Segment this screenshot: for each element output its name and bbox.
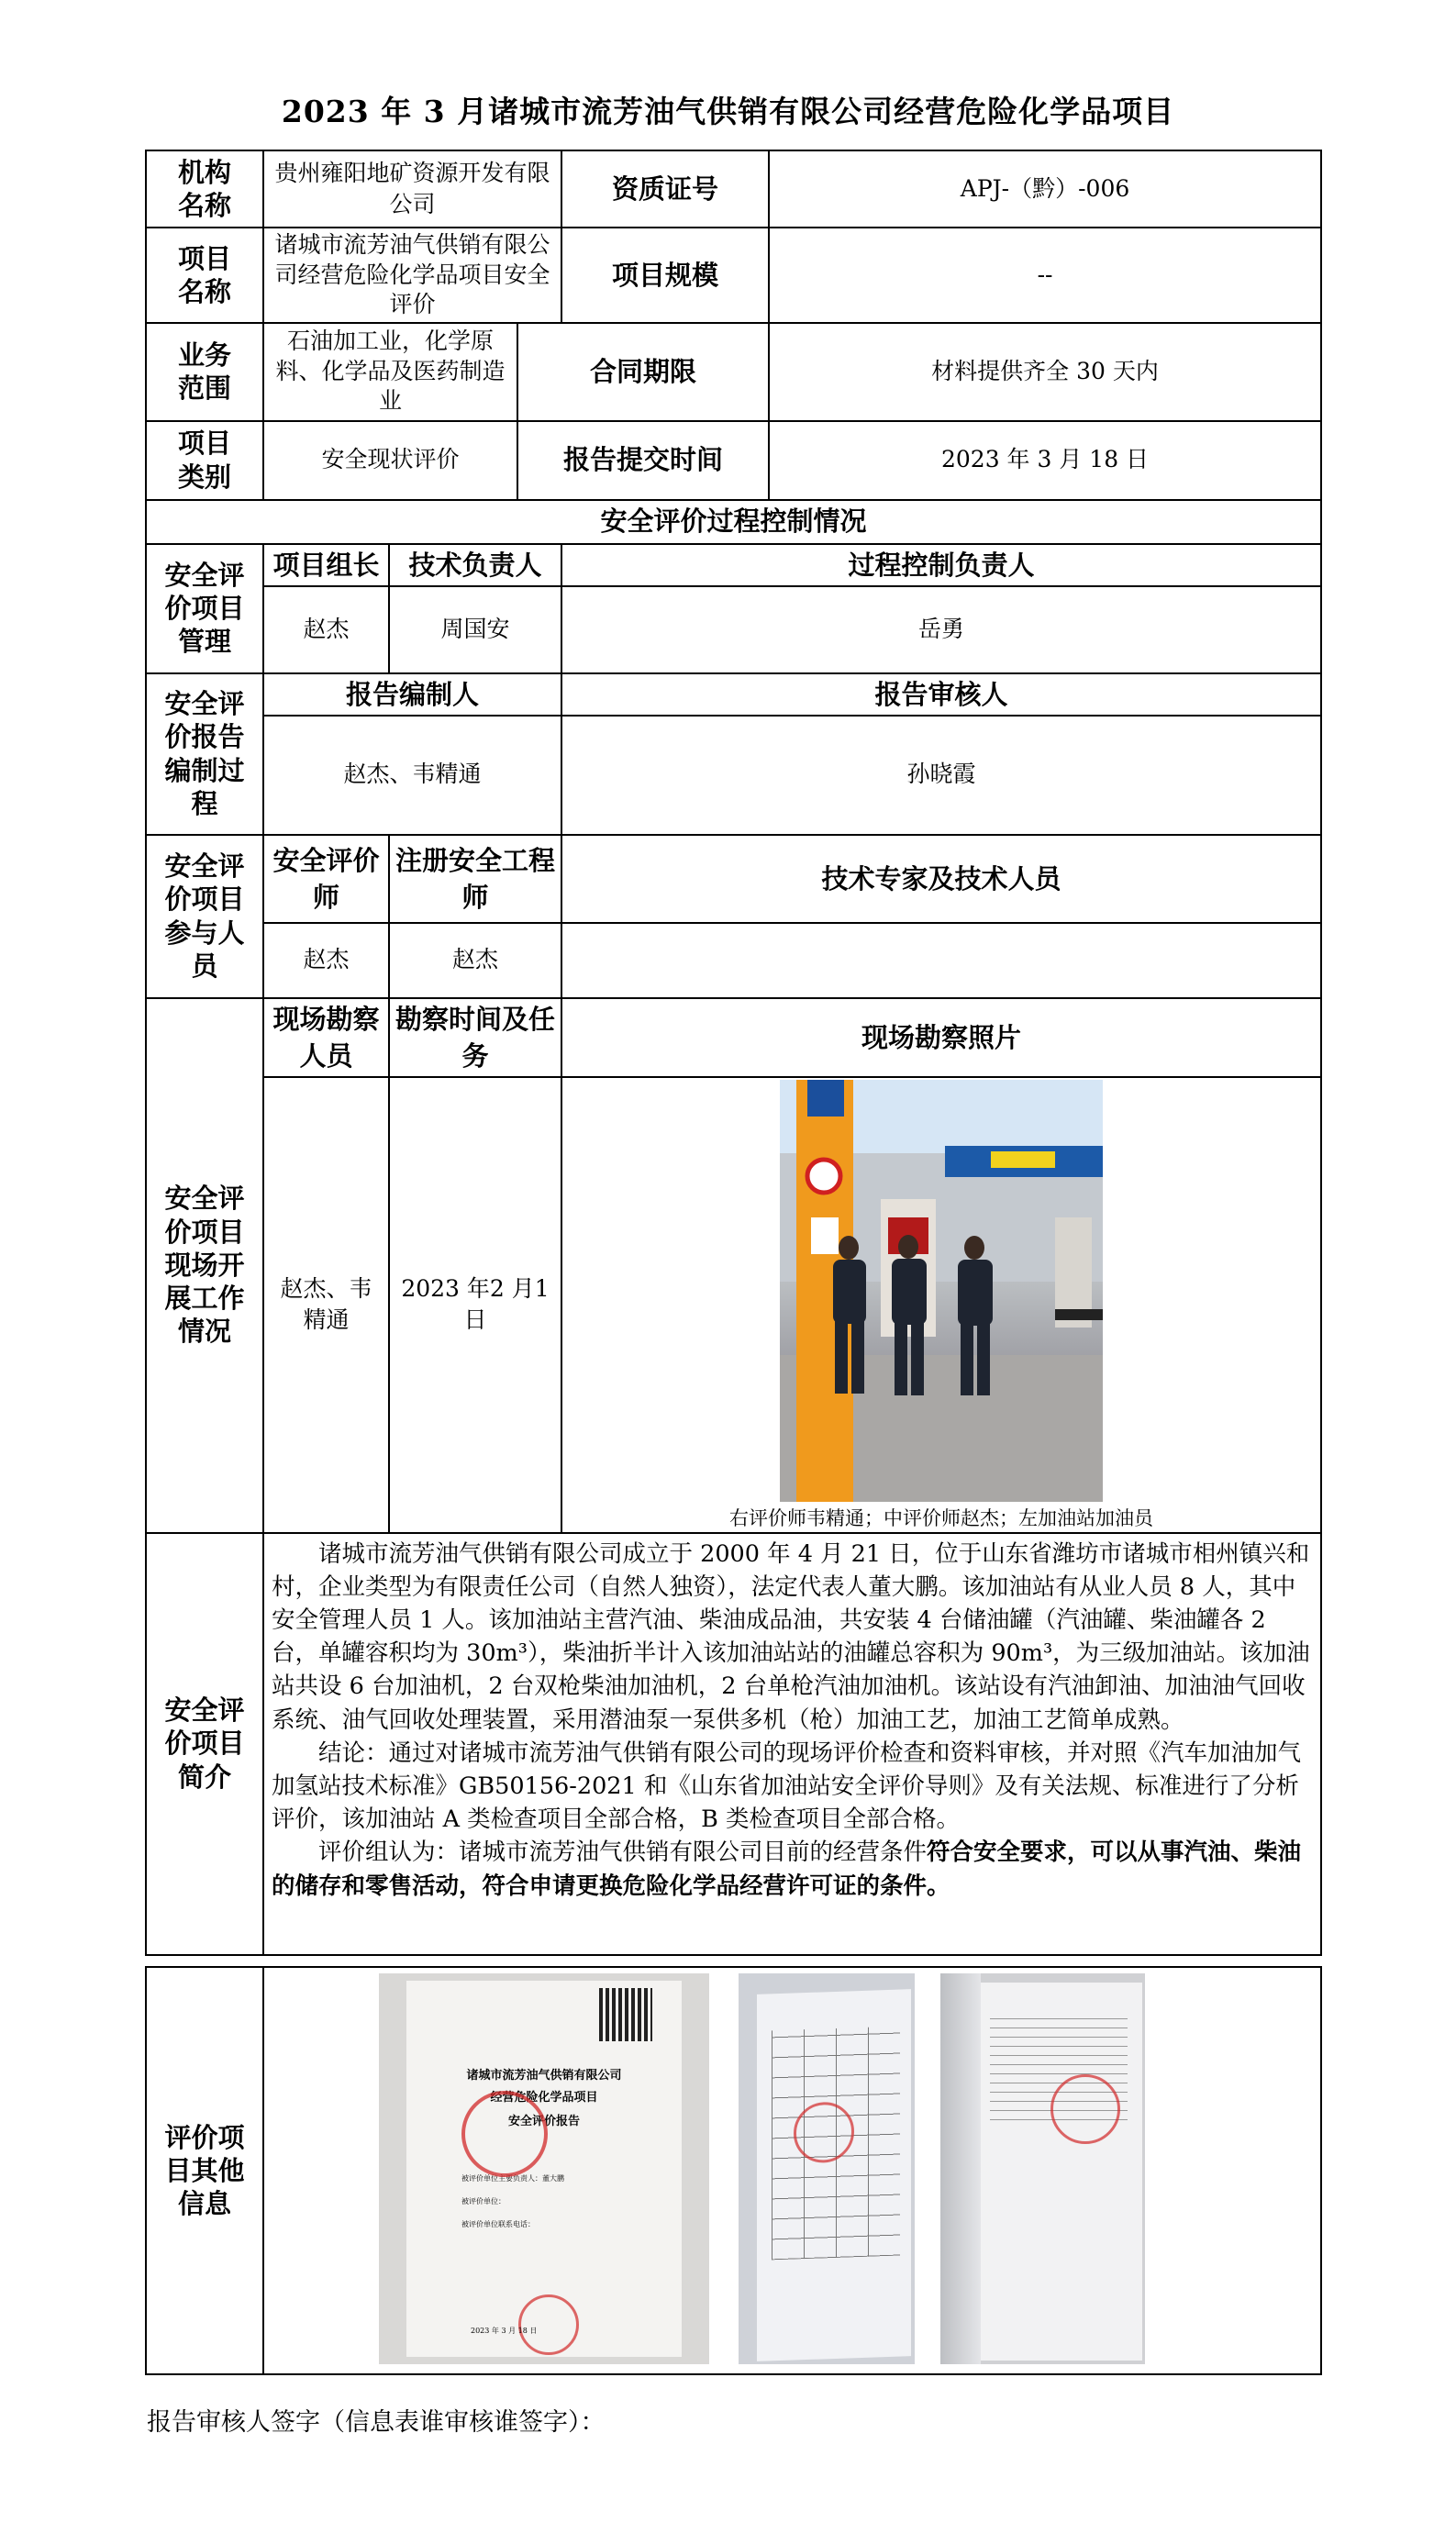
submit-value: 2023 年 3 月 18 日 [769,421,1321,500]
summary-paragraph-3-bold: 符合安全要求，可以从事汽油、柴油的储存和零售活动，符合申请更换危险化学品经营许可证的条件。 [272,1839,1302,1900]
other-label: 评价项目其他信息 [146,1967,263,2374]
site-header-staff: 现场勘察人员 [263,998,389,1077]
summary-paragraph-2: 结论：通过对诸城市流芳油气供销有限公司的现场评价检查和资料审核，并对照《汽车加油加气加氢站技术标准》GB50156-2021 和《山东省加油站安全评价导则》及有关法规、标准进行了分析评价，该加油站 A 类检查项目全部合格，B 类检查项目全部合格。 [272,1739,1302,1834]
scope-label [146,323,263,421]
participants-header-expert: 技术专家及技术人员 [561,835,1321,923]
other-info-table [145,1966,1322,2375]
mgmt-value-tech: 周国安 [389,586,561,673]
photo-caption: 右评价师韦精通；中评价师赵杰；左加油站加油员 [729,1506,1154,1529]
site-survey-photo [780,1080,1103,1502]
qr-code-icon [599,1988,652,2041]
site-value-staff: 赵杰、韦精通 [263,1077,389,1533]
site-value-time: 2023 年2 月1 日 [389,1077,561,1533]
org-value: 贵州雍阳地矿资源开发有限公司 [263,150,561,228]
signature-page-photo [739,1973,915,2364]
category-label [146,421,263,500]
report-value-reviewer: 孙晓霞 [561,716,1321,835]
summary-paragraph-3 [272,1836,1313,1902]
participants-label: 安全评价项目参与人员 [146,835,263,998]
summary-paragraph-3-text: 评价组认为：诸城市流芳油气供销有限公司目前的经营条件 [318,1839,928,1867]
site-photo-illustration [780,1080,1103,1502]
contract-label: 合同期限 [517,323,769,421]
cert-value: APJ-（黔）-006 [769,150,1321,228]
participants-value-assessor: 赵杰 [263,923,389,998]
mgmt-header-process: 过程控制负责人 [561,544,1321,586]
category-label-text: 项目 类别 [177,428,231,493]
submit-label: 报告提交时间 [517,421,769,500]
project-label [146,228,263,323]
category-value: 安全现状评价 [263,421,517,500]
participants-value-expert [561,923,1321,998]
scale-value: -- [769,228,1321,323]
participants-header-assessor: 安全评价师 [263,835,389,923]
cover-report-title: 安全评价报告 [507,2115,580,2128]
cover-date: 2023 年 3 月 18 日 [471,2327,538,2335]
scope-value: 石油加工业，化学原料、化学品及医药制造业 [263,323,517,421]
cover-project: 经营危险化学品项目 [490,2091,598,2105]
summary-label: 安全评价项目简介 [146,1533,263,1955]
project-label-text: 项目 名称 [177,242,231,307]
cover-company: 诸城市流芳油气供销有限公司 [466,2069,622,2083]
conclusion-page-photo [940,1973,1145,2364]
page-title: 2023 年 3 月诸城市流芳油气供销有限公司经营危险化学品项目 [281,94,1175,129]
other-photos-cell [263,1967,1321,2374]
report-value-compiler: 赵杰、韦精通 [263,716,561,835]
report-cover-page [406,1981,682,2357]
cert-label: 资质证号 [561,150,769,228]
project-value: 诸城市流芳油气供销有限公司经营危险化学品项目安全评价 [263,228,561,323]
scale-label: 项目规模 [561,228,769,323]
scope-label-text: 业务 范围 [177,339,231,404]
signature-page [757,1989,911,2361]
red-seal-icon [518,2294,579,2355]
book-spine [940,1973,981,2364]
mgmt-value-leader: 赵杰 [263,586,389,673]
info-table [145,150,1322,1956]
mgmt-header-tech: 技术负责人 [389,544,561,586]
conclusion-page [977,1983,1142,2361]
mgmt-header-leader: 项目组长 [263,544,389,586]
site-header-time: 勘察时间及任务 [389,998,561,1077]
org-label [146,150,263,228]
cover-line-2: 被评价单位： [461,2197,506,2205]
site-label: 安全评价项目现场开展工作情况 [146,998,263,1533]
cover-line-1: 被评价单位主要负责人：董大鹏 [461,2174,564,2183]
site-header-photo: 现场勘察照片 [561,998,1321,1077]
reviewer-signature-line: 报告审核人签字（信息表谁审核谁签字）： [147,2408,606,2437]
report-header-reviewer: 报告审核人 [561,673,1321,716]
control-section-title: 安全评价过程控制情况 [146,500,1321,544]
site-photo-cell [561,1077,1321,1533]
summary-content [263,1533,1321,1955]
participants-header-engineer: 注册安全工程师 [389,835,561,923]
participants-value-engineer: 赵杰 [389,923,561,998]
mgmt-value-process: 岳勇 [561,586,1321,673]
contract-value: 材料提供齐全 30 天内 [769,323,1321,421]
report-cover-photo [379,1973,709,2364]
org-label-text: 机构 名称 [177,156,231,221]
red-seal-icon [461,2091,548,2177]
summary-paragraph-1: 诸城市流芳油气供销有限公司成立于 2000 年 4 月 21 日，位于山东省潍坊市诸城市相州镇兴和村，企业类型为有限责任公司（自然人独资），法定代表人董大鹏。该加油站有从业人员 8 人，其中安全管理人员 1 人。该加油站主营汽油、柴油成品油，共安装 4 台储油罐（汽油罐、柴油罐各 2 台，单罐容积均为 30m³），柴油折半计入该加油站站的油罐总容积为 90m³，为三级加油站。该加油站共设 6 台加油机，2 台双枪柴油加油机，2 台单枪汽油加油机。该站设有汽油卸油、加油油气回收系统、油气回收处理装置，采用潜油泵一泵供多机（枪）加油工艺，加油工艺简单成熟。 [272,1539,1310,1734]
red-seal-icon [1050,2074,1120,2144]
mgmt-label: 安全评价项目管理 [146,544,263,673]
cover-line-3: 被评价单位联系电话： [461,2220,535,2228]
report-label: 安全评价报告编制过程 [146,673,263,835]
report-header-compiler: 报告编制人 [263,673,561,716]
